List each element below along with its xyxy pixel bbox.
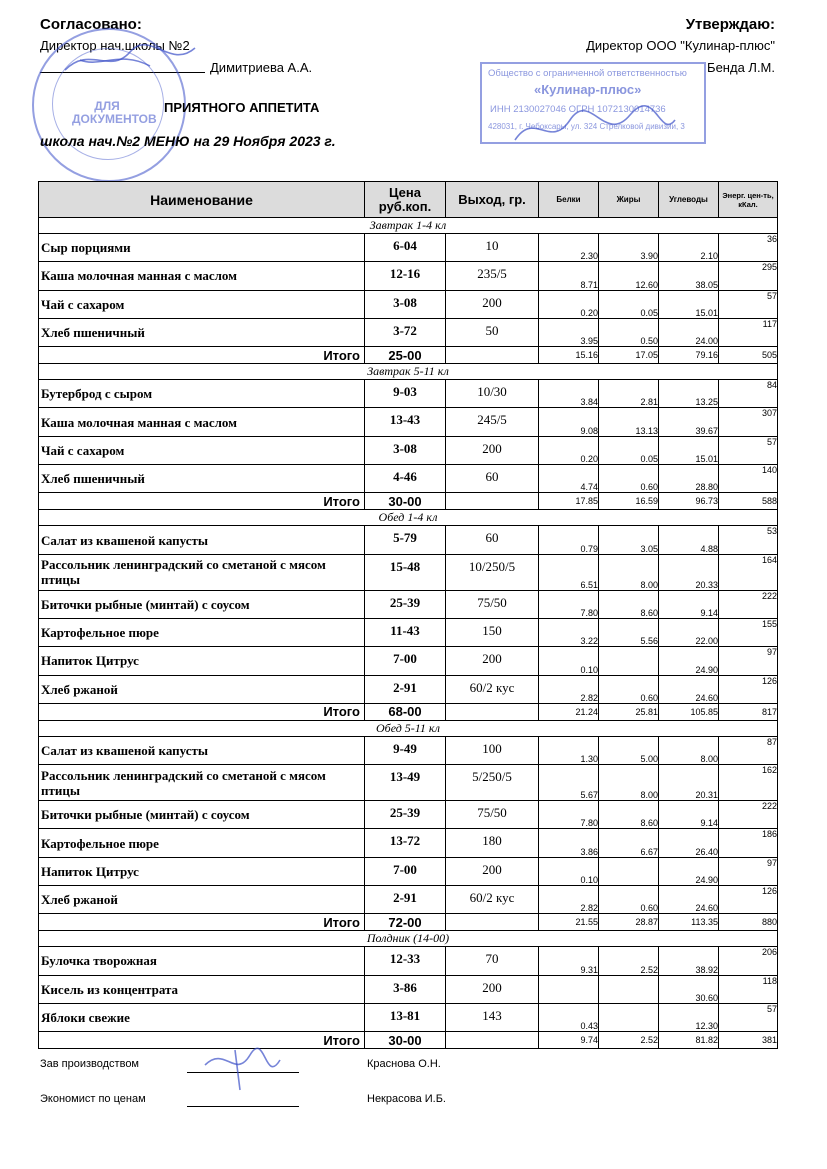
dish-name: Рассольник ленинградский со сметаной с мясом птицы: [39, 765, 365, 801]
dish-fat: 8.60: [599, 590, 659, 618]
table-row: [39, 408, 778, 436]
dish-carbs: 8.00: [659, 736, 719, 764]
total-carbs: 113.35: [659, 914, 719, 931]
dish-fat: 3.05: [599, 526, 659, 554]
dish-yield: 180: [446, 829, 539, 857]
dish-protein: 0.20: [539, 436, 599, 464]
approved-title: Согласовано:: [40, 16, 142, 33]
dish-protein: 0.10: [539, 857, 599, 885]
dish-fat: 0.60: [599, 886, 659, 914]
dish-name: Напиток Цитрус: [39, 857, 365, 885]
table-row: [39, 318, 778, 346]
section-row: [39, 931, 778, 947]
dish-price: 11-43: [365, 618, 446, 646]
dish-fat: [599, 1003, 659, 1031]
dish-fat: 0.60: [599, 465, 659, 493]
total-price: 30-00: [365, 1032, 446, 1049]
table-row: [39, 857, 778, 885]
dish-protein: 3.86: [539, 829, 599, 857]
dish-protein: 3.22: [539, 618, 599, 646]
dish-carbs: 4.88: [659, 526, 719, 554]
dish-protein: 6.51: [539, 554, 599, 590]
section-row: [39, 720, 778, 736]
confirm-title: Утверждаю:: [685, 16, 775, 33]
dish-energy: 118: [719, 975, 778, 1003]
dish-protein: 3.95: [539, 318, 599, 346]
table-row: [39, 262, 778, 290]
wish-text: ПРИЯТНОГО АППЕТИТА: [164, 100, 320, 115]
dish-yield: 235/5: [446, 262, 539, 290]
production-signature-icon: [195, 1040, 285, 1095]
table-row: [39, 765, 778, 801]
dish-carbs: 24.60: [659, 886, 719, 914]
dish-carbs: 39.67: [659, 408, 719, 436]
dish-fat: 0.60: [599, 675, 659, 703]
section-row: [39, 218, 778, 234]
dish-energy: 126: [719, 886, 778, 914]
dish-yield: 60: [446, 465, 539, 493]
dish-name: Биточки рыбные (минтай) с соусом: [39, 801, 365, 829]
dish-price: 25-39: [365, 801, 446, 829]
dish-carbs: 12.30: [659, 1003, 719, 1031]
dish-name: Кисель из концентрата: [39, 975, 365, 1003]
total-label: Итого: [39, 703, 365, 720]
dish-yield: 60/2 кус: [446, 675, 539, 703]
dish-energy: 222: [719, 590, 778, 618]
total-energy: 381: [719, 1032, 778, 1049]
dish-fat: 3.90: [599, 234, 659, 262]
total-price: 25-00: [365, 347, 446, 364]
total-fat: 17.05: [599, 347, 659, 364]
dish-energy: 295: [719, 262, 778, 290]
total-energy: 588: [719, 493, 778, 510]
total-fat: 16.59: [599, 493, 659, 510]
col-header-price: Цена руб.коп.: [365, 182, 446, 218]
col-header-carbs: Углеводы: [659, 182, 719, 218]
section-title: Обед 5-11 кл: [39, 720, 778, 736]
dish-price: 9-03: [365, 380, 446, 408]
table-row: [39, 590, 778, 618]
dish-yield: 10/30: [446, 380, 539, 408]
total-label: Итого: [39, 1032, 365, 1049]
dish-fat: 2.81: [599, 380, 659, 408]
company-stamp-line2: «Кулинар-плюс»: [534, 82, 642, 97]
dish-carbs: 24.90: [659, 857, 719, 885]
dish-carbs: 9.14: [659, 801, 719, 829]
dish-yield: 150: [446, 618, 539, 646]
total-yield-empty: [446, 347, 539, 364]
dish-yield: 143: [446, 1003, 539, 1031]
dish-carbs: 22.00: [659, 618, 719, 646]
total-row: [39, 1032, 778, 1049]
col-header-name: Наименование: [39, 182, 365, 218]
table-row: [39, 380, 778, 408]
dish-protein: 5.67: [539, 765, 599, 801]
dish-name: Хлеб пшеничный: [39, 465, 365, 493]
dish-yield: 10: [446, 234, 539, 262]
dish-carbs: 15.01: [659, 436, 719, 464]
dish-energy: 117: [719, 318, 778, 346]
total-protein: 15.16: [539, 347, 599, 364]
dish-energy: 186: [719, 829, 778, 857]
dish-energy: 155: [719, 618, 778, 646]
section-row: [39, 364, 778, 380]
dish-carbs: 28.80: [659, 465, 719, 493]
dish-energy: 87: [719, 736, 778, 764]
total-label: Итого: [39, 493, 365, 510]
table-row: [39, 675, 778, 703]
dish-fat: [599, 857, 659, 885]
section-title: Полдник (14-00): [39, 931, 778, 947]
table-row: [39, 618, 778, 646]
section-title: Обед 1-4 кл: [39, 510, 778, 526]
dish-carbs: 20.33: [659, 554, 719, 590]
dish-protein: 4.74: [539, 465, 599, 493]
dish-energy: 206: [719, 947, 778, 975]
dish-price: 13-43: [365, 408, 446, 436]
dish-energy: 57: [719, 1003, 778, 1031]
dish-yield: 60: [446, 526, 539, 554]
total-fat: 2.52: [599, 1032, 659, 1049]
dish-price: 4-46: [365, 465, 446, 493]
table-row: [39, 290, 778, 318]
dish-protein: 7.80: [539, 590, 599, 618]
table-row: [39, 465, 778, 493]
dish-energy: 57: [719, 290, 778, 318]
dish-energy: 53: [719, 526, 778, 554]
total-protein: 9.74: [539, 1032, 599, 1049]
dish-price: 3-72: [365, 318, 446, 346]
dish-fat: 0.05: [599, 290, 659, 318]
total-protein: 21.55: [539, 914, 599, 931]
dish-protein: 3.84: [539, 380, 599, 408]
col-header-protein: Белки: [539, 182, 599, 218]
dish-fat: 8.60: [599, 801, 659, 829]
dish-protein: [539, 975, 599, 1003]
col-header-yield: Выход, гр.: [446, 182, 539, 218]
total-fat: 25.81: [599, 703, 659, 720]
economist-name: Некрасова И.Б.: [367, 1093, 446, 1105]
dish-protein: 9.31: [539, 947, 599, 975]
total-carbs: 105.85: [659, 703, 719, 720]
dish-carbs: 26.40: [659, 829, 719, 857]
dish-energy: 164: [719, 554, 778, 590]
dish-fat: 8.00: [599, 765, 659, 801]
table-row: [39, 234, 778, 262]
dish-yield: 50: [446, 318, 539, 346]
table-row: [39, 801, 778, 829]
dish-yield: 200: [446, 290, 539, 318]
dish-carbs: 24.90: [659, 647, 719, 675]
table-row: [39, 1003, 778, 1031]
dish-energy: 307: [719, 408, 778, 436]
dish-name: Биточки рыбные (минтай) с соусом: [39, 590, 365, 618]
dish-name: Бутерброд с сыром: [39, 380, 365, 408]
dish-name: Рассольник ленинградский со сметаной с мясом птицы: [39, 554, 365, 590]
dish-carbs: 30.60: [659, 975, 719, 1003]
dish-fat: 2.52: [599, 947, 659, 975]
dish-price: 2-91: [365, 886, 446, 914]
section-title: Завтрак 5-11 кл: [39, 364, 778, 380]
table-row: [39, 975, 778, 1003]
dish-energy: 162: [719, 765, 778, 801]
dish-price: 5-79: [365, 526, 446, 554]
total-energy: 505: [719, 347, 778, 364]
total-row: [39, 347, 778, 364]
dish-fat: 6.67: [599, 829, 659, 857]
confirmer-position: Директор ООО "Кулинар-плюс": [586, 38, 775, 53]
total-yield-empty: [446, 914, 539, 931]
dish-fat: 13.13: [599, 408, 659, 436]
total-row: [39, 703, 778, 720]
dish-carbs: 20.31: [659, 765, 719, 801]
table-row: [39, 554, 778, 590]
dish-carbs: 38.92: [659, 947, 719, 975]
dish-fat: 8.00: [599, 554, 659, 590]
col-header-energy: Энерг. цен-ть, кКал.: [719, 182, 778, 218]
left-signature-icon: [60, 40, 200, 80]
table-row: [39, 886, 778, 914]
approver-name: Димитриева А.А.: [210, 60, 313, 75]
company-stamp-line1: Общество с ограниченной ответственностью: [488, 68, 687, 79]
production-name: Краснова О.Н.: [367, 1058, 441, 1070]
total-price: 72-00: [365, 914, 446, 931]
dish-yield: 200: [446, 975, 539, 1003]
menu-title: школа нач.№2 МЕНЮ на 29 Ноября 2023 г.: [40, 133, 336, 149]
economist-signature-line: [187, 1094, 299, 1107]
dish-yield: 70: [446, 947, 539, 975]
dish-price: 13-72: [365, 829, 446, 857]
dish-price: 7-00: [365, 857, 446, 885]
dish-protein: 0.43: [539, 1003, 599, 1031]
confirmer-name: Бенда Л.М.: [707, 60, 775, 75]
dish-yield: 75/50: [446, 590, 539, 618]
menu-table-body: [39, 218, 778, 1049]
dish-price: 9-49: [365, 736, 446, 764]
total-energy: 817: [719, 703, 778, 720]
dish-name: Каша молочная манная с маслом: [39, 262, 365, 290]
dish-carbs: 13.25: [659, 380, 719, 408]
section-title: Завтрак 1-4 кл: [39, 218, 778, 234]
dish-protein: 0.10: [539, 647, 599, 675]
dish-name: Чай с сахаром: [39, 436, 365, 464]
dish-carbs: 24.60: [659, 675, 719, 703]
dish-energy: 97: [719, 647, 778, 675]
dish-name: Хлеб ржаной: [39, 886, 365, 914]
dish-name: Салат из квашеной капусты: [39, 736, 365, 764]
total-protein: 21.24: [539, 703, 599, 720]
total-row: [39, 493, 778, 510]
dish-protein: 7.80: [539, 801, 599, 829]
dish-fat: 5.00: [599, 736, 659, 764]
dish-yield: 200: [446, 647, 539, 675]
total-carbs: 79.16: [659, 347, 719, 364]
dish-yield: 75/50: [446, 801, 539, 829]
total-carbs: 81.82: [659, 1032, 719, 1049]
dish-protein: 1.30: [539, 736, 599, 764]
dish-fat: 0.05: [599, 436, 659, 464]
dish-fat: 5.56: [599, 618, 659, 646]
table-row: [39, 647, 778, 675]
table-row: [39, 947, 778, 975]
col-header-fat: Жиры: [599, 182, 659, 218]
dish-price: 13-81: [365, 1003, 446, 1031]
dish-name: Напиток Цитрус: [39, 647, 365, 675]
table-header-row: [39, 182, 778, 218]
dish-yield: 200: [446, 436, 539, 464]
table-row: [39, 436, 778, 464]
dish-name: Салат из квашеной капусты: [39, 526, 365, 554]
total-protein: 17.85: [539, 493, 599, 510]
total-yield-empty: [446, 493, 539, 510]
dish-price: 12-33: [365, 947, 446, 975]
table-row: [39, 736, 778, 764]
dish-protein: 8.71: [539, 262, 599, 290]
dish-name: Каша молочная манная с маслом: [39, 408, 365, 436]
dish-name: Сыр порциями: [39, 234, 365, 262]
dish-price: 7-00: [365, 647, 446, 675]
production-label: Зав производством: [40, 1058, 139, 1070]
menu-table: [38, 181, 778, 1049]
dish-yield: 245/5: [446, 408, 539, 436]
total-label: Итого: [39, 347, 365, 364]
dish-carbs: 2.10: [659, 234, 719, 262]
dish-name: Чай с сахаром: [39, 290, 365, 318]
company-stamp-line3: ИНН 2130027046 ОГРН 1072130014736: [490, 104, 666, 115]
dish-fat: [599, 647, 659, 675]
dish-fat: 0.50: [599, 318, 659, 346]
dish-name: Хлеб пшеничный: [39, 318, 365, 346]
dish-yield: 10/250/5: [446, 554, 539, 590]
dish-price: 25-39: [365, 590, 446, 618]
dish-yield: 5/250/5: [446, 765, 539, 801]
dish-energy: 57: [719, 436, 778, 464]
total-price: 30-00: [365, 493, 446, 510]
dish-name: Картофельное пюре: [39, 829, 365, 857]
dish-energy: 126: [719, 675, 778, 703]
dish-fat: [599, 975, 659, 1003]
total-label: Итого: [39, 914, 365, 931]
round-stamp-label: ДЛЯ ДОКУМЕНТОВ: [72, 99, 157, 126]
dish-price: 2-91: [365, 675, 446, 703]
dish-carbs: 15.01: [659, 290, 719, 318]
dish-price: 3-08: [365, 436, 446, 464]
dish-fat: 12.60: [599, 262, 659, 290]
economist-label: Экономист по ценам: [40, 1093, 146, 1105]
dish-carbs: 9.14: [659, 590, 719, 618]
dish-protein: 9.08: [539, 408, 599, 436]
section-row: [39, 510, 778, 526]
dish-yield: 200: [446, 857, 539, 885]
dish-protein: 2.82: [539, 675, 599, 703]
dish-name: Булочка творожная: [39, 947, 365, 975]
table-row: [39, 829, 778, 857]
dish-protein: 2.30: [539, 234, 599, 262]
dish-energy: 36: [719, 234, 778, 262]
table-row: [39, 526, 778, 554]
dish-yield: 100: [446, 736, 539, 764]
dish-protein: 0.20: [539, 290, 599, 318]
dish-price: 12-16: [365, 262, 446, 290]
dish-price: 13-49: [365, 765, 446, 801]
company-stamp-line4: 428031, г. Чебоксары, ул. 324 Стрелковой дивизии, 3: [488, 122, 685, 131]
dish-price: 6-04: [365, 234, 446, 262]
dish-name: Яблоки свежие: [39, 1003, 365, 1031]
dish-price: 3-08: [365, 290, 446, 318]
dish-name: Хлеб ржаной: [39, 675, 365, 703]
dish-energy: 84: [719, 380, 778, 408]
total-carbs: 96.73: [659, 493, 719, 510]
dish-energy: 97: [719, 857, 778, 885]
total-yield-empty: [446, 703, 539, 720]
dish-name: Картофельное пюре: [39, 618, 365, 646]
dish-price: 3-86: [365, 975, 446, 1003]
dish-yield: 60/2 кус: [446, 886, 539, 914]
dish-price: 15-48: [365, 554, 446, 590]
total-yield-empty: [446, 1032, 539, 1049]
dish-protein: 2.82: [539, 886, 599, 914]
total-price: 68-00: [365, 703, 446, 720]
dish-energy: 140: [719, 465, 778, 493]
dish-carbs: 38.05: [659, 262, 719, 290]
dish-energy: 222: [719, 801, 778, 829]
total-energy: 880: [719, 914, 778, 931]
total-fat: 28.87: [599, 914, 659, 931]
dish-carbs: 24.00: [659, 318, 719, 346]
dish-protein: 0.79: [539, 526, 599, 554]
total-row: [39, 914, 778, 931]
approver-position: Директор нач.школы №2: [40, 38, 190, 53]
right-signature-icon: [510, 100, 680, 155]
